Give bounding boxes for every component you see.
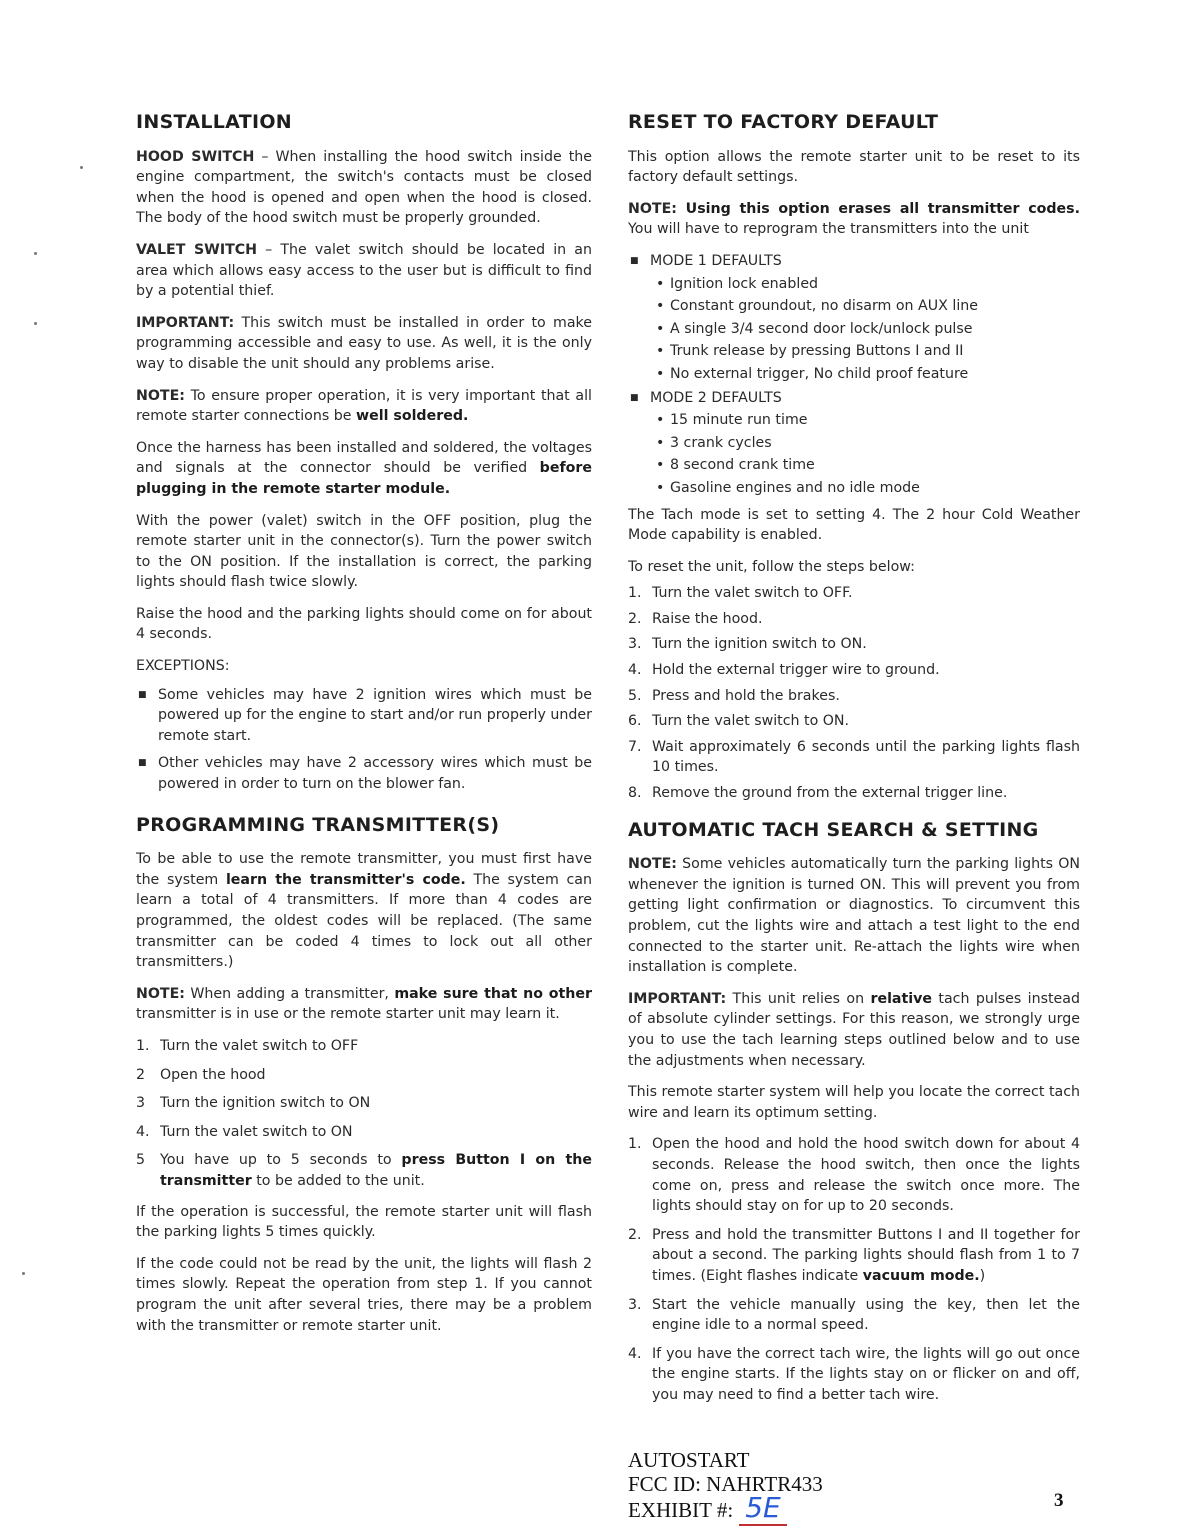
note-transmitter-paragraph [136, 984, 592, 1025]
step-text: Turn the valet switch to ON [160, 1123, 353, 1140]
step-text: Open the hood [160, 1066, 266, 1083]
reset-step-item [628, 686, 1080, 707]
harness-paragraph [136, 438, 592, 500]
autostart-label: AUTOSTART [628, 1448, 750, 1472]
step-number: 3 [136, 1095, 146, 1112]
tach-step-item [628, 1344, 1080, 1406]
step-number: 2 [136, 1066, 146, 1083]
exhibit-line [628, 1491, 823, 1524]
programming-heading: PROGRAMMING TRANSMITTER(S) [136, 813, 500, 836]
reset-note-bold: Using this option erases all transmitter codes. [676, 200, 1080, 217]
reset-step-item [628, 583, 1080, 604]
step-number: 3. [628, 636, 642, 653]
fcc-exhibit-block [628, 1448, 823, 1522]
exhibit-handwritten-number: 5E [739, 1491, 787, 1526]
step-number: 8. [628, 785, 642, 802]
step-text: Press and hold the transmitter Buttons I and II together for about a second. The parking lights should flash from 1 to 7 times. (Eight flashes indicate [652, 1226, 1080, 1284]
raise-hood-paragraph: Raise the hood and the parking lights should come on for about 4 seconds. [136, 605, 592, 643]
fcc-id-label: FCC ID: NAHRTR433 [628, 1472, 823, 1496]
note-lead: NOTE: [136, 387, 185, 404]
reset-intro: This option allows the remote starter unit to be reset to its factory default settings. [628, 148, 1080, 186]
step-item [136, 1036, 592, 1057]
reset-step-item [628, 609, 1080, 630]
success-paragraph: If the operation is successful, the remote starter unit will flash the parking lights 5 times quickly. [136, 1203, 592, 1241]
important-paragraph [136, 313, 592, 375]
installation-heading: INSTALLATION [136, 111, 292, 133]
mode1-default-item: • Constant groundout, no disarm on AUX line [628, 296, 1080, 317]
scan-speck [34, 252, 37, 255]
step-text: Turn the ignition switch to ON [160, 1095, 371, 1112]
mode1-label: MODE 1 DEFAULTS [650, 252, 782, 269]
step-number: 7. [628, 738, 642, 755]
step-item [136, 1150, 592, 1191]
tach-important-bold: relative [870, 990, 933, 1007]
step-number: 4. [628, 1345, 642, 1362]
exhibit-label: EXHIBIT #: [628, 1498, 734, 1522]
tach-heading: AUTOMATIC TACH SEARCH & SETTING [628, 818, 1039, 841]
left-column [136, 112, 592, 1347]
reset-note-paragraph [628, 199, 1080, 240]
programming-text-b: The system can learn a total of 4 transmitters. If more than 4 codes are programmed, the oldest codes will be replaced. (The same transmitter can be coded 4 times to lock out all other transmitters.) [136, 871, 592, 971]
step-number: 2. [628, 1226, 642, 1243]
mode2-defaults [628, 410, 1080, 498]
exception-item: ■ Some vehicles may have 2 ignition wires which must be powered up for the engine to start and/or run properly under remote start. [136, 685, 592, 747]
locate-paragraph: This remote starter system will help you locate the correct tach wire and learn its optimum setting. [628, 1084, 1080, 1121]
step-number: 4. [628, 662, 642, 679]
reset-steps-intro: To reset the unit, follow the steps below: [628, 558, 915, 575]
tach-important-lead: IMPORTANT: [628, 990, 727, 1007]
step-text: Turn the ignition switch to ON. [652, 636, 867, 653]
programming-bold: learn the transmitter's code. [225, 871, 466, 888]
reset-steps [628, 583, 1080, 803]
valet-switch-lead: VALET SWITCH [136, 241, 258, 258]
important-lead: IMPORTANT: [136, 314, 235, 331]
tach-important-text-a: This unit relies on [726, 990, 871, 1007]
step-number: 5 [136, 1152, 146, 1169]
important-text: This switch must be installed in order to make programming accessible and easy to use. As well, it is the only way to disable the unit should any problems arise. [136, 314, 592, 372]
step-number: 1. [136, 1037, 150, 1054]
note-solder-paragraph [136, 386, 592, 427]
exceptions-list [136, 685, 592, 795]
exception-item: ■ Other vehicles may have 2 accessory wires which must be powered in order to turn on the blower fan. [136, 753, 592, 794]
mode1-default-item: • Ignition lock enabled [628, 274, 1080, 295]
tach-steps [628, 1134, 1080, 1405]
step-item [136, 1093, 592, 1114]
tach-mode-paragraph: The Tach mode is set to setting 4. The 2 hour Cold Weather Mode capability is enabled. [628, 506, 1080, 544]
step-text: Raise the hood. [652, 610, 763, 627]
step-item [136, 1065, 592, 1086]
step-text: Turn the valet switch to OFF [160, 1037, 359, 1054]
scan-speck [80, 166, 83, 169]
mode1-default-item: • No external trigger, No child proof feature [628, 364, 1080, 385]
step-item [136, 1122, 592, 1143]
mode2-label: MODE 2 DEFAULTS [650, 389, 782, 406]
mode2-default-item: • 15 minute run time [628, 410, 1080, 431]
step-text: Turn the valet switch to ON. [652, 713, 850, 730]
reset-note-lead: NOTE: [628, 200, 677, 217]
mode2-default-item: • 3 crank cycles [628, 433, 1080, 454]
step-bold: press Button I on the transmitter [160, 1152, 592, 1189]
step-number: 6. [628, 713, 642, 730]
tach-step-item [628, 1134, 1080, 1216]
step-text-tail: to be added to the unit. [251, 1172, 425, 1189]
reset-step-item [628, 634, 1080, 655]
note-bold: well soldered. [355, 408, 469, 425]
programming-text-a: To be able to use the remote transmitter, you must first have the system [136, 851, 592, 888]
reset-heading: RESET TO FACTORY DEFAULT [628, 111, 939, 133]
step-text: Press and hold the brakes. [652, 687, 840, 704]
hood-switch-text: – When installing the hood switch inside the engine compartment, the switch's contacts must be closed when the hood is opened and open when the hood is closed. The body of the hood switch must be properly grounded. [136, 148, 592, 227]
mode2-default-item: • 8 second crank time [628, 455, 1080, 476]
step-text-tail: ) [979, 1267, 986, 1284]
tach-note-text: Some vehicles automatically turn the parking lights ON whenever the ignition is turned ON. This will prevent you from getting light confirmation or diagnostics. To circumvent this problem, cut the lights wire and attach a test light to the end connected to the starter unit. Re-attach the lights wire when installation is complete. [628, 856, 1080, 976]
tach-note-lead: NOTE: [628, 856, 677, 873]
right-column [628, 112, 1080, 1415]
step-number: 3. [628, 1296, 642, 1313]
tach-step-item [628, 1295, 1080, 1336]
step-text: Start the vehicle manually using the key, then let the engine idle to a normal speed. [652, 1296, 1080, 1334]
exceptions-label: EXCEPTIONS: [136, 658, 230, 675]
step-bold: vacuum mode. [862, 1267, 980, 1284]
step-number: 4. [136, 1123, 150, 1140]
note2-text-a: When adding a transmitter, [184, 985, 395, 1002]
scan-speck [22, 1272, 25, 1275]
step-text: Remove the ground from the external trigger line. [652, 785, 1008, 802]
step-text: You have up to 5 seconds to [160, 1152, 402, 1169]
mode2-default-item: • Gasoline engines and no idle mode [628, 478, 1080, 499]
scan-speck [34, 322, 37, 325]
page-number: 3 [1054, 1490, 1064, 1511]
programming-steps [136, 1036, 592, 1192]
harness-text: Once the harness has been installed and soldered, the voltages and signals at the connector should be verified [136, 439, 592, 477]
note2-text-b: transmitter is in use or the remote starter unit may learn it. [136, 1006, 560, 1023]
reset-note-text: You will have to reprogram the transmitters into the unit [628, 221, 1029, 238]
harness-bold: before plugging in the remote starter module. [136, 460, 592, 497]
mode1-default-item: • Trunk release by pressing Buttons I and II [628, 341, 1080, 362]
reset-step-item [628, 711, 1080, 732]
note-text: To ensure proper operation, it is very important that all remote starter connections be [136, 387, 592, 425]
reset-step-item [628, 737, 1080, 778]
tach-important-paragraph [628, 989, 1080, 1071]
programming-paragraph [136, 849, 592, 973]
mode1-defaults [628, 274, 1080, 385]
note2-bold: make sure that no other [394, 985, 593, 1002]
step-text: Turn the valet switch to OFF. [652, 585, 853, 602]
note2-lead: NOTE: [136, 985, 185, 1002]
step-text: Open the hood and hold the hood switch down for about 4 seconds. Release the hood switch, then once the lights come on, press and release the switch once more. The lights should stay on for up to 20 seconds. [652, 1136, 1080, 1215]
valet-switch-paragraph [136, 240, 592, 302]
tach-note-paragraph [628, 854, 1080, 978]
tach-important-text-b: tach pulses instead of absolute cylinder settings. For this reason, we strongly urge you to use the tach learning steps outlined below and to use the adjustments when necessary. [628, 990, 1080, 1069]
mode1-default-item: • A single 3/4 second door lock/unlock pulse [628, 319, 1080, 340]
step-text: Wait approximately 6 seconds until the parking lights flash 10 times. [652, 738, 1080, 776]
mode1-item [628, 251, 1080, 385]
reset-step-item [628, 783, 1080, 804]
step-number: 1. [628, 585, 642, 602]
step-number: 1. [628, 1136, 642, 1153]
reset-step-item [628, 660, 1080, 681]
step-text: Hold the external trigger wire to ground. [652, 662, 940, 679]
failure-paragraph: If the code could not be read by the unit, the lights will flash 2 times slowly. Repeat the operation from step 1. If you cannot program the unit after several tries, there may be a problem with the transmitter or remote starter unit. [136, 1255, 592, 1334]
valet-switch-text: – The valet switch should be located in an area which allows easy access to the user but is difficult to find by a potential thief. [136, 241, 592, 300]
power-paragraph: With the power (valet) switch in the OFF position, plug the remote starter unit in the connector(s). Turn the power switch to the ON position. If the installation is correct, the parking lights should flash twice slowly. [136, 512, 592, 591]
mode-defaults-list [628, 251, 1080, 499]
step-text: If you have the correct tach wire, the lights will go out once the engine starts. If the lights stay on or flicker on and off, you may need to find a better tach wire. [652, 1345, 1080, 1403]
step-number: 5. [628, 687, 642, 704]
hood-switch-lead: HOOD SWITCH [136, 148, 255, 165]
hood-switch-paragraph [136, 147, 592, 229]
step-number: 2. [628, 610, 642, 627]
tach-step-item [628, 1225, 1080, 1287]
mode2-item [628, 388, 1080, 499]
